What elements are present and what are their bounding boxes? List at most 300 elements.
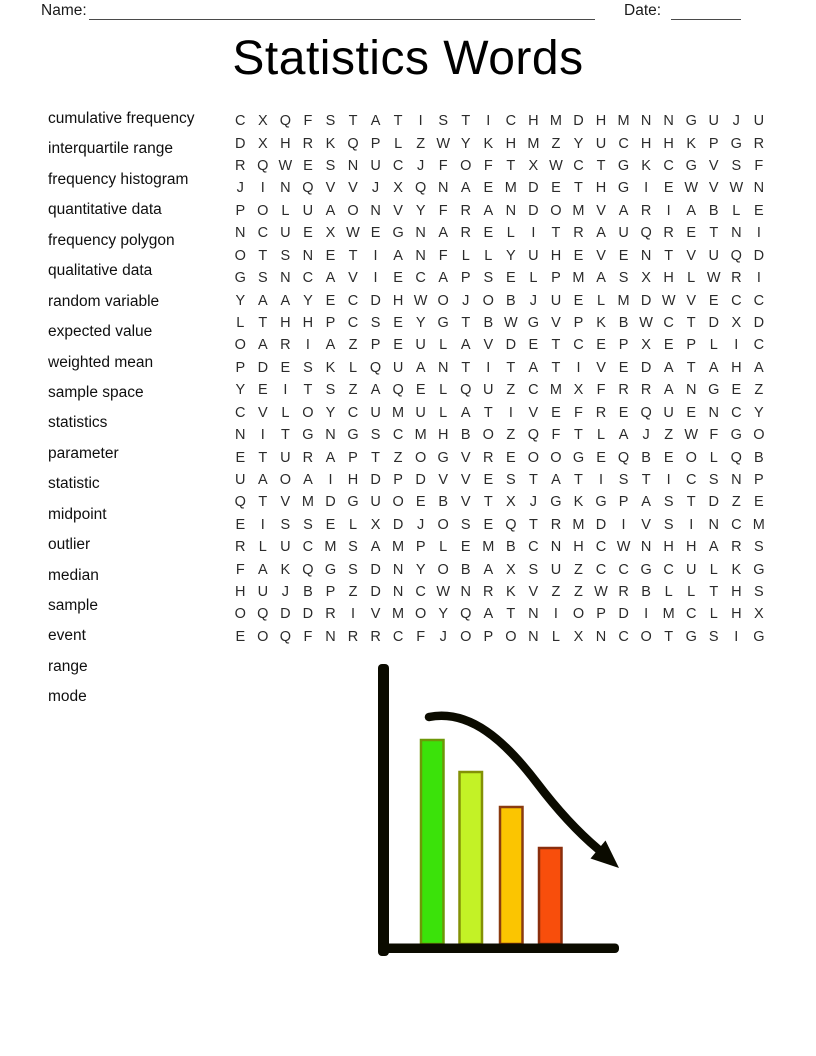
grid-letter: A [641, 494, 651, 511]
grid-letter: C [392, 628, 404, 645]
grid-letter: E [551, 180, 561, 197]
grid-letter: E [686, 404, 697, 421]
grid-letter: Z [574, 584, 583, 601]
grid-letter: R [302, 135, 314, 152]
grid-letter: Y [235, 292, 246, 309]
grid-letter: F [303, 628, 313, 645]
grid-letter: Q [505, 516, 517, 533]
grid-letter: E [415, 494, 426, 511]
grid-letter: A [370, 539, 381, 556]
grid-letter: A [438, 225, 449, 242]
grid-letter: C [753, 292, 765, 309]
grid-letter: V [528, 404, 539, 421]
grid-letter: N [235, 427, 246, 444]
grid-letter: T [483, 494, 493, 511]
grid-letter: C [302, 539, 314, 556]
grid-letter: T [371, 449, 380, 466]
grid-letter: G [437, 315, 449, 331]
grid-letter: B [438, 494, 449, 511]
grid-letter: I [350, 606, 356, 623]
word-list-item: cumulative frequency [48, 110, 195, 127]
word-list-item: expected value [48, 323, 153, 341]
grid-letter: G [550, 494, 562, 511]
grid-letter: G [730, 135, 742, 152]
grid-letter: T [280, 427, 290, 444]
grid-letter: U [370, 404, 381, 421]
grid-letter: G [708, 382, 720, 399]
grid-letter: D [370, 471, 381, 488]
grid-letter: E [393, 337, 403, 354]
grid-letter: N [415, 225, 426, 242]
grid-letter: T [551, 337, 561, 354]
grid-letter: E [235, 516, 246, 533]
grid-letter: V [438, 471, 449, 488]
grid-letter: T [258, 494, 268, 511]
grid-letter: O [685, 449, 697, 466]
grid-letter: L [439, 337, 448, 354]
grid-letter: Q [392, 382, 404, 399]
grid-letter: A [415, 359, 426, 376]
grid-letter: J [236, 180, 244, 197]
grid-letter: X [754, 606, 764, 623]
grid-letter: Z [506, 382, 516, 399]
grid-letter: C [731, 516, 742, 533]
grid-letter: P [348, 449, 358, 466]
grid-letter: I [260, 427, 265, 444]
grid-letter: K [596, 315, 606, 331]
grid-letter: Y [754, 404, 764, 421]
grid-letter: G [234, 270, 246, 287]
word-list-item: event [48, 627, 86, 645]
grid-letter: C [235, 113, 246, 130]
grid-letter: S [370, 427, 381, 444]
grid-letter: Z [551, 584, 561, 601]
grid-letter: V [393, 202, 403, 219]
grid-letter: E [325, 247, 336, 264]
name-label: Name: [41, 2, 87, 19]
grid-letter: U [483, 382, 494, 399]
grid-letter: A [754, 359, 764, 376]
grid-letter: M [414, 427, 427, 444]
grid-letter: H [663, 270, 674, 287]
grid-letter: D [257, 359, 269, 376]
grid-letter: M [572, 516, 585, 533]
grid-letter: C [663, 158, 674, 175]
grid-letter: I [328, 471, 333, 488]
grid-letter: S [483, 270, 494, 287]
grid-letter: A [708, 359, 719, 376]
grid-letter: N [731, 225, 742, 242]
grid-letter: I [576, 359, 581, 376]
grid-letter: Q [460, 382, 472, 399]
grid-letter: K [731, 561, 742, 578]
grid-letter: L [394, 135, 403, 152]
grid-letter: U [550, 561, 562, 578]
grid-letter: W [706, 270, 721, 287]
date-input-line[interactable] [671, 19, 741, 20]
grid-letter: T [506, 359, 516, 376]
grid-letter: L [348, 516, 358, 533]
grid-letter: C [347, 292, 359, 309]
grid-letter: R [731, 270, 742, 287]
grid-letter: T [641, 471, 651, 488]
grid-letter: I [689, 516, 694, 533]
grid-letter: P [618, 494, 629, 511]
grid-letter: O [415, 606, 427, 623]
grid-letter: E [483, 225, 494, 242]
grid-letter: V [460, 449, 471, 466]
grid-letter: B [483, 315, 494, 331]
grid-letter: V [370, 606, 381, 623]
bar-chart-illustration [355, 650, 625, 965]
grid-letter: H [302, 315, 314, 331]
grid-letter: E [618, 404, 629, 421]
grid-letter: G [685, 113, 697, 130]
grid-letter: L [236, 315, 245, 331]
grid-letter: C [731, 404, 742, 421]
grid-letter: U [415, 337, 426, 354]
grid-letter: O [392, 494, 404, 511]
chart-bar [460, 772, 483, 944]
grid-letter: G [527, 315, 540, 331]
grid-letter: X [731, 315, 742, 331]
grid-letter: S [325, 158, 336, 175]
grid-letter: T [483, 404, 493, 421]
grid-letter: E [754, 494, 764, 511]
grid-letter: O [572, 606, 585, 623]
grid-letter: J [462, 292, 470, 309]
grid-letter: D [370, 561, 381, 578]
grid-letter: Q [279, 113, 291, 130]
grid-letter: S [731, 158, 742, 175]
grid-letter: U [392, 359, 404, 376]
page-title: Statistics Words [232, 32, 584, 85]
grid-letter: E [393, 315, 403, 331]
grid-letter: Q [257, 606, 269, 623]
grid-letter: Q [347, 135, 359, 152]
grid-letter: T [461, 359, 471, 376]
grid-letter: X [641, 337, 651, 354]
grid-letter: Q [640, 404, 652, 421]
grid-letter: C [618, 135, 629, 152]
grid-letter: T [709, 225, 719, 242]
grid-letter: D [392, 516, 404, 533]
grid-letter: I [756, 270, 761, 287]
grid-letter: V [551, 315, 561, 331]
grid-letter: E [415, 382, 426, 399]
grid-letter: T [709, 584, 719, 601]
grid-letter: H [505, 135, 517, 152]
grid-letter: L [687, 270, 696, 287]
grid-letter: C [618, 628, 629, 645]
grid-letter: D [618, 606, 629, 623]
word-list-item: midpoint [48, 505, 107, 523]
grid-letter: L [709, 337, 718, 354]
word-list-item: qualitative data [48, 262, 153, 280]
grid-letter: T [686, 494, 696, 511]
grid-letter: U [302, 202, 314, 219]
grid-letter: T [348, 113, 358, 130]
grid-letter: P [325, 315, 336, 331]
grid-letter: U [280, 449, 291, 466]
grid-letter: G [347, 427, 359, 444]
grid-letter: Y [438, 606, 449, 623]
grid-letter: C [347, 315, 359, 331]
grid-letter: H [550, 247, 562, 264]
grid-letter: X [506, 561, 516, 578]
grid-letter: S [370, 315, 381, 331]
grid-letter: U [280, 539, 291, 556]
grid-letter: F [438, 158, 448, 175]
grid-letter: Q [302, 180, 314, 197]
word-list-item: mode [48, 688, 87, 706]
grid-letter: S [708, 628, 719, 645]
grid-letter: K [506, 584, 516, 601]
grid-letter: Y [303, 292, 313, 309]
grid-letter: A [686, 202, 697, 219]
grid-letter: I [599, 471, 604, 488]
grid-letter: R [640, 382, 652, 399]
grid-letter: N [325, 427, 336, 444]
grid-letter: B [506, 539, 516, 556]
grid-letter: I [260, 180, 265, 197]
grid-letter: S [663, 494, 674, 511]
word-list-item: parameter [48, 444, 119, 462]
grid-letter: E [663, 449, 674, 466]
grid-letter: O [234, 337, 246, 354]
grid-letter: M [549, 113, 562, 130]
grid-letter: R [573, 225, 584, 242]
grid-letter: E [483, 180, 494, 197]
grid-letter: E [257, 382, 268, 399]
grid-letter: P [235, 359, 246, 376]
grid-letter: L [709, 449, 718, 466]
grid-letter: J [439, 628, 447, 645]
grid-letter: A [257, 292, 268, 309]
grid-letter: T [574, 180, 583, 197]
grid-letter: O [279, 471, 291, 488]
grid-letter: O [347, 202, 359, 219]
grid-letter: T [303, 382, 313, 399]
grid-letter: G [437, 449, 449, 466]
grid-letter: Q [527, 427, 540, 444]
grid-letter: Z [416, 135, 426, 152]
grid-letter: U [708, 247, 719, 264]
grid-letter: B [641, 449, 651, 466]
grid-letter: M [301, 494, 314, 511]
grid-letter: P [460, 270, 471, 287]
grid-letter: E [280, 359, 291, 376]
grid-letter: A [483, 606, 494, 623]
grid-letter: C [528, 382, 539, 399]
grid-letter: L [439, 539, 448, 556]
grid-letter: H [663, 539, 674, 556]
grid-letter: F [551, 427, 561, 444]
grid-letter: U [753, 113, 765, 130]
grid-letter: K [641, 158, 651, 175]
grid-letter: T [393, 113, 403, 130]
word-list-item: sample [48, 597, 98, 614]
grid-letter: M [392, 606, 405, 623]
grid-letter: E [663, 337, 674, 354]
grid-letter: L [732, 202, 741, 219]
grid-letter: D [528, 202, 539, 219]
grid-letter: L [529, 270, 538, 287]
grid-letter: L [281, 404, 290, 421]
grid-letter: T [258, 247, 268, 264]
grid-letter: V [708, 180, 719, 197]
grid-letter: C [685, 606, 697, 623]
grid-letter: R [325, 606, 336, 623]
grid-letter: C [257, 225, 269, 242]
grid-letter: T [686, 315, 696, 331]
grid-letter: N [640, 539, 652, 556]
grid-letter: J [732, 113, 740, 130]
grid-letter: M [482, 539, 495, 556]
grid-letter: L [461, 247, 470, 264]
grid-letter: T [551, 225, 561, 242]
grid-letter: T [664, 628, 674, 645]
grid-letter: E [506, 270, 516, 287]
grid-letter: Q [279, 628, 291, 645]
grid-letter: N [437, 359, 449, 376]
grid-letter: I [734, 628, 739, 645]
grid-letter: Z [348, 337, 358, 354]
grid-letter: H [528, 113, 539, 130]
grid-letter: T [528, 471, 538, 488]
grid-letter: A [460, 337, 471, 354]
grid-letter: P [686, 337, 697, 354]
grid-letter: Y [415, 561, 426, 578]
grid-letter: I [734, 337, 739, 354]
grid-letter: S [506, 471, 516, 488]
grid-letter: E [303, 158, 313, 175]
word-list-item: statistics [48, 414, 108, 432]
grid-letter: L [664, 584, 673, 601]
grid-letter: T [461, 113, 471, 130]
grid-letter: E [663, 180, 674, 197]
grid-letter: X [370, 516, 381, 533]
grid-letter: M [752, 516, 765, 533]
grid-letter: V [348, 180, 358, 197]
word-list-item: frequency polygon [48, 231, 175, 249]
grid-letter: O [302, 404, 314, 421]
grid-letter: I [260, 516, 265, 533]
grid-letter: R [483, 449, 494, 466]
grid-letter: K [686, 135, 697, 152]
grid-letter: V [596, 359, 606, 376]
grid-letter: E [325, 292, 336, 309]
grid-letter: D [753, 247, 765, 264]
grid-letter: L [551, 628, 560, 645]
grid-letter: Q [415, 180, 427, 197]
grid-letter: V [280, 494, 291, 511]
grid-letter: O [415, 449, 427, 466]
grid-letter: N [528, 606, 539, 623]
grid-letter: J [371, 180, 380, 197]
grid-letter: P [370, 337, 381, 354]
chart-x-axis [379, 944, 619, 954]
grid-letter: X [573, 382, 584, 399]
grid-letter: L [596, 427, 606, 444]
grid-letter: S [348, 561, 358, 578]
grid-letter: H [731, 359, 742, 376]
grid-letter: A [663, 382, 674, 399]
grid-letter: O [527, 449, 540, 466]
grid-letter: A [303, 471, 313, 488]
grid-letter: D [573, 113, 584, 130]
grid-letter: O [460, 158, 472, 175]
grid-letter: N [370, 202, 381, 219]
grid-letter: N [302, 247, 314, 264]
grid-letter: C [663, 315, 674, 331]
grid-letter: C [392, 158, 404, 175]
grid-letter: Z [574, 561, 583, 578]
word-list-item: outlier [48, 536, 91, 554]
grid-letter: U [595, 135, 607, 152]
grid-letter: S [303, 516, 313, 533]
grid-letter: V [460, 471, 471, 488]
name-input-line[interactable] [89, 19, 595, 20]
grid-letter: T [551, 359, 561, 376]
grid-letter: Y [573, 135, 584, 152]
grid-letter: M [617, 292, 630, 309]
grid-letter: B [754, 449, 764, 466]
word-list-item: statistic [48, 475, 100, 493]
grid-letter: J [417, 158, 425, 175]
grid-letter: C [415, 584, 426, 601]
grid-letter: N [640, 247, 652, 264]
grid-letter: X [641, 270, 651, 287]
grid-letter: S [325, 113, 336, 130]
grid-letter: N [708, 516, 719, 533]
grid-letter: N [753, 180, 765, 197]
chart-y-axis [378, 664, 389, 956]
grid-letter: L [596, 292, 606, 309]
grid-letter: D [640, 359, 652, 376]
grid-letter: U [550, 292, 562, 309]
grid-letter: C [753, 337, 765, 354]
grid-letter: I [283, 382, 288, 399]
grid-letter: B [460, 561, 471, 578]
grid-letter: G [730, 427, 742, 444]
grid-letter: A [596, 225, 606, 242]
grid-letter: S [618, 471, 629, 488]
grid-letter: L [439, 382, 448, 399]
word-list-item: random variable [48, 292, 160, 310]
grid-letter: J [642, 427, 650, 444]
grid-letter: X [573, 628, 584, 645]
grid-letter: E [754, 202, 764, 219]
grid-letter: M [617, 113, 630, 130]
grid-letter: E [573, 247, 584, 264]
grid-letter: N [392, 561, 404, 578]
grid-letter: O [437, 561, 449, 578]
grid-letter: G [302, 427, 314, 444]
grid-letter: D [370, 292, 381, 309]
grid-letter: V [483, 337, 494, 354]
grid-letter: O [550, 202, 562, 219]
grid-letter: D [505, 337, 517, 354]
grid-letter: Y [235, 382, 246, 399]
grid-letter: W [684, 427, 699, 444]
grid-letter: H [573, 539, 584, 556]
grid-letter: I [373, 247, 378, 264]
grid-letter: Y [415, 202, 426, 219]
word-list-item: sample space [48, 383, 144, 401]
grid-letter: C [573, 158, 584, 175]
grid-letter: J [529, 494, 537, 511]
